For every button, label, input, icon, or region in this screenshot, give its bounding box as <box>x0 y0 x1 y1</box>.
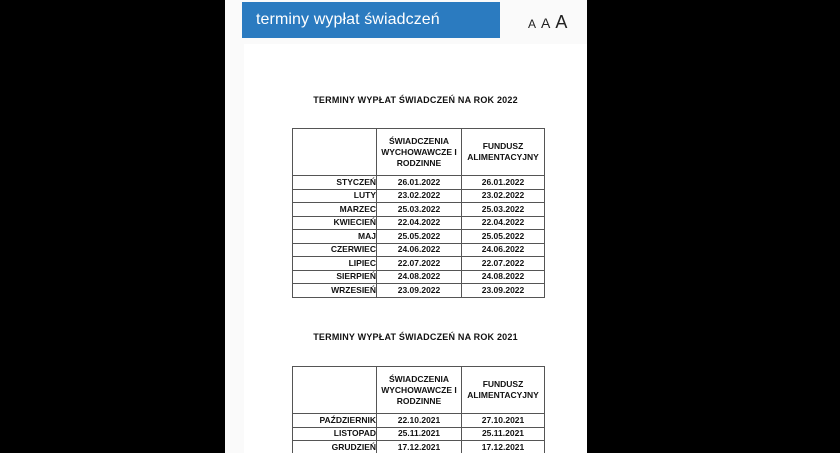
alimony-date-cell: 24.08.2022 <box>462 270 545 284</box>
benefits-date-cell: 23.02.2022 <box>377 189 462 203</box>
alimony-date-cell: 23.02.2022 <box>462 189 545 203</box>
benefits-date-cell: 24.06.2022 <box>377 243 462 257</box>
month-cell: LISTOPAD <box>293 427 377 441</box>
alimony-date-cell: 25.03.2022 <box>462 203 545 217</box>
month-cell: GRUDZIEŃ <box>293 441 377 453</box>
month-cell: LUTY <box>293 189 377 203</box>
alimony-date-cell: 17.12.2021 <box>462 441 545 453</box>
benefits-date-cell: 17.12.2021 <box>377 441 462 453</box>
column-header-month <box>293 367 377 414</box>
alimony-date-cell: 25.11.2021 <box>462 427 545 441</box>
column-header-alimony-fund: FUNDUSZ ALIMENTACYJNY <box>462 367 545 414</box>
alimony-date-cell: 26.01.2022 <box>462 176 545 190</box>
month-cell: MAJ <box>293 230 377 244</box>
month-cell: CZERWIEC <box>293 243 377 257</box>
benefits-date-cell: 25.05.2022 <box>377 230 462 244</box>
benefits-date-cell: 22.07.2022 <box>377 257 462 271</box>
table-row <box>293 176 545 190</box>
table-row <box>293 284 545 298</box>
section-title-2022: TERMINY WYPŁAT ŚWIADCZEŃ NA ROK 2022 <box>313 95 518 105</box>
benefits-date-cell: 24.08.2022 <box>377 270 462 284</box>
alimony-date-cell: 22.07.2022 <box>462 257 545 271</box>
table-row <box>293 414 545 428</box>
month-cell: PAŹDZIERNIK <box>293 414 377 428</box>
alimony-date-cell: 23.09.2022 <box>462 284 545 298</box>
month-cell: SIERPIEŃ <box>293 270 377 284</box>
month-cell: MARZEC <box>293 203 377 217</box>
benefits-date-cell: 22.04.2022 <box>377 216 462 230</box>
table-row <box>293 243 545 257</box>
table-row <box>293 427 545 441</box>
schedule-document <box>244 44 587 453</box>
month-cell: STYCZEŃ <box>293 176 377 190</box>
section-title-2021: TERMINY WYPŁAT ŚWIADCZEŃ NA ROK 2021 <box>313 332 518 342</box>
column-header-benefits: ŚWIADCZENIA WYCHOWAWCZE I RODZINNE <box>377 129 462 176</box>
table-row <box>293 441 545 453</box>
table-row <box>293 203 545 217</box>
benefits-date-cell: 23.09.2022 <box>377 284 462 298</box>
benefits-date-cell: 26.01.2022 <box>377 176 462 190</box>
font-size-controls <box>528 12 567 33</box>
month-cell: WRZESIEŃ <box>293 284 377 298</box>
benefits-date-cell: 25.11.2021 <box>377 427 462 441</box>
table-row <box>293 230 545 244</box>
font-size-small-button[interactable]: A <box>528 17 537 31</box>
benefits-date-cell: 25.03.2022 <box>377 203 462 217</box>
column-header-benefits: ŚWIADCZENIA WYCHOWAWCZE I RODZINNE <box>377 367 462 414</box>
table-row <box>293 216 545 230</box>
alimony-date-cell: 27.10.2021 <box>462 414 545 428</box>
phone-screen <box>225 0 587 453</box>
alimony-date-cell: 25.05.2022 <box>462 230 545 244</box>
table-header-row <box>293 367 545 414</box>
page-title: terminy wypłat świadczeń <box>256 11 440 28</box>
header-bar <box>242 2 500 38</box>
schedule-table-2022 <box>292 128 545 298</box>
table-header-row <box>293 129 545 176</box>
schedule-table-2021 <box>292 366 545 453</box>
font-size-medium-button[interactable]: A <box>541 15 551 31</box>
alimony-date-cell: 22.04.2022 <box>462 216 545 230</box>
column-header-alimony-fund: FUNDUSZ ALIMENTACYJNY <box>462 129 545 176</box>
column-header-month <box>293 129 377 176</box>
font-size-large-button[interactable]: A <box>555 12 568 32</box>
benefits-date-cell: 22.10.2021 <box>377 414 462 428</box>
table-row <box>293 270 545 284</box>
month-cell: LIPIEC <box>293 257 377 271</box>
alimony-date-cell: 24.06.2022 <box>462 243 545 257</box>
month-cell: KWIECIEŃ <box>293 216 377 230</box>
table-row <box>293 257 545 271</box>
table-row <box>293 189 545 203</box>
